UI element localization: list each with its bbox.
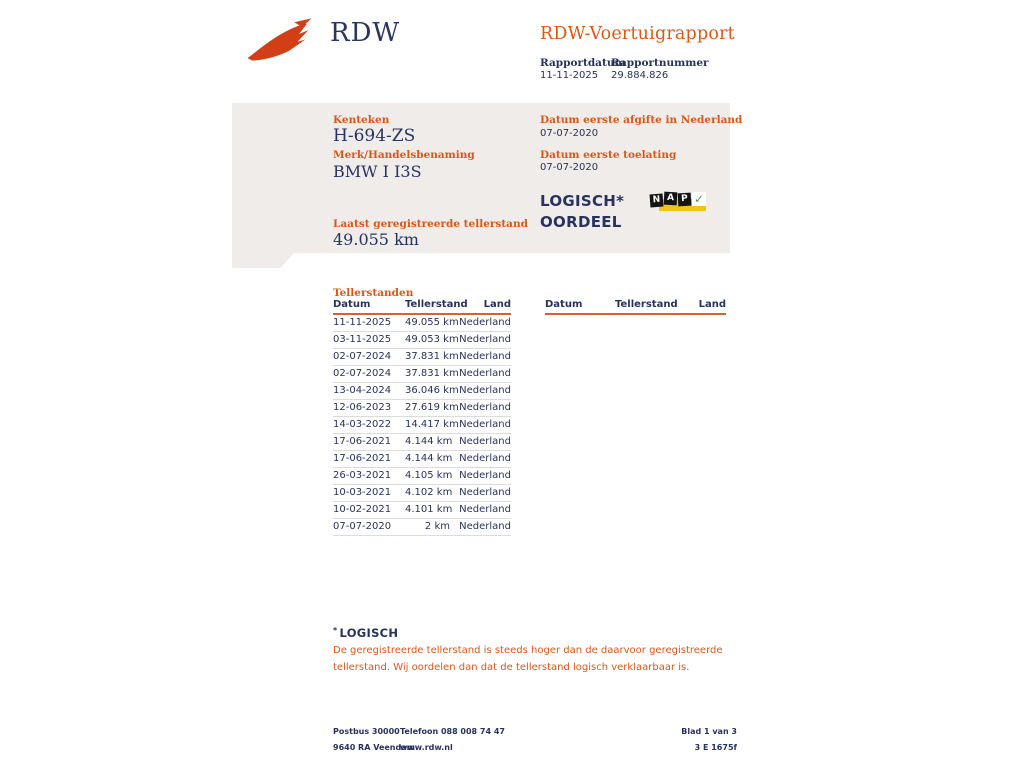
- laatste-tellerstand-value: 49.055 km: [333, 230, 419, 249]
- cell-tellerstand: 49.055 km: [405, 314, 450, 332]
- cell-land: Nederland: [450, 451, 511, 468]
- cell-land: Nederland: [450, 485, 511, 502]
- cell-datum: 10-03-2021: [333, 485, 405, 502]
- merk-handelsbenaming-value: BMW I I3S: [333, 162, 422, 181]
- table-row: [333, 519, 511, 536]
- cell-datum: 14-03-2022: [333, 417, 405, 434]
- cell-tellerstand: 4.101 km: [405, 502, 450, 519]
- column-header-tellerstand: Tellerstand: [615, 299, 667, 314]
- laatste-tellerstand-label: Laatst geregistreerde tellerstand: [333, 218, 528, 230]
- page-title: RDW-Voertuigrapport: [540, 24, 735, 44]
- cell-tellerstand: 2 km: [405, 519, 450, 536]
- oordeel-line1: LOGISCH*: [540, 192, 625, 210]
- footer-website: www.rdw.nl: [400, 743, 453, 752]
- eerste-afgifte-value: 07-07-2020: [540, 128, 599, 139]
- report-date-value: 11-11-2025: [540, 70, 599, 81]
- footnote-text: De geregistreerde tellerstand is steeds hoger dan de daarvoor geregistreerde tellerstand. Wij oordelen dan dat de tellerstand logisch verklaarbaar is.: [333, 645, 723, 673]
- table-row: [333, 485, 511, 502]
- footer-page-info: [681, 724, 737, 756]
- tellerstanden-table-second-column: [545, 299, 726, 315]
- cell-datum: 13-04-2024: [333, 383, 405, 400]
- table-header-row: [545, 299, 726, 314]
- cell-land: Nederland: [450, 519, 511, 536]
- cell-land: Nederland: [450, 383, 511, 400]
- table-row: [333, 383, 511, 400]
- footer-form-code: 3 E 1675f: [694, 743, 737, 752]
- merk-handelsbenaming-label: Merk/Handelsbenaming: [333, 149, 475, 161]
- table-row: [333, 366, 511, 383]
- footer-city: 9640 RA Veendam: [333, 743, 415, 752]
- table-row: [333, 468, 511, 485]
- table-row: [333, 400, 511, 417]
- tellerstanden-table-body: [333, 314, 511, 536]
- cell-datum: 03-11-2025: [333, 332, 405, 349]
- cell-land: Nederland: [450, 468, 511, 485]
- column-header-datum: Datum: [333, 299, 405, 314]
- report-date-label: Rapportdatum: [540, 57, 626, 69]
- cell-tellerstand: 4.144 km: [405, 434, 450, 451]
- cell-land: Nederland: [450, 366, 511, 383]
- cell-datum: 11-11-2025: [333, 314, 405, 332]
- table-row: [333, 434, 511, 451]
- table-row: [333, 502, 511, 519]
- eerste-toelating-label: Datum eerste toelating: [540, 149, 677, 161]
- footer-phone: Telefoon 088 008 74 47: [400, 727, 505, 736]
- cell-datum: 02-07-2024: [333, 366, 405, 383]
- cell-tellerstand: 49.053 km: [405, 332, 450, 349]
- footnote-title-text: LOGISCH: [339, 626, 399, 640]
- nap-letter-n: N: [650, 194, 664, 208]
- rdw-logo-swoosh-icon: [246, 17, 324, 65]
- cell-datum: 17-06-2021: [333, 451, 405, 468]
- vehicle-summary-panel: [232, 103, 743, 253]
- oordeel-line2: OORDEEL: [540, 213, 622, 231]
- cell-land: Nederland: [450, 434, 511, 451]
- cell-datum: 26-03-2021: [333, 468, 405, 485]
- nap-letter-a: A: [664, 192, 678, 206]
- cell-land: Nederland: [450, 400, 511, 417]
- cell-land: Nederland: [450, 502, 511, 519]
- cell-tellerstand: 27.619 km: [405, 400, 450, 417]
- table-row: [333, 451, 511, 468]
- cell-tellerstand: 36.046 km: [405, 383, 450, 400]
- column-header-datum: Datum: [545, 299, 615, 314]
- column-header-land: Land: [667, 299, 726, 314]
- table-row: [333, 349, 511, 366]
- eerste-afgifte-label: Datum eerste afgifte in Nederland: [540, 114, 743, 126]
- table-header-row: [333, 299, 511, 314]
- column-header-tellerstand: Tellerstand: [405, 299, 450, 314]
- cell-datum: 07-07-2020: [333, 519, 405, 536]
- footnote-asterisk: *: [333, 626, 338, 635]
- cell-land: Nederland: [450, 332, 511, 349]
- cell-tellerstand: 4.105 km: [405, 468, 450, 485]
- kenteken-label: Kenteken: [333, 114, 390, 126]
- cell-datum: 12-06-2023: [333, 400, 405, 417]
- report-number-value: 29.884.826: [611, 70, 669, 81]
- cell-tellerstand: 4.102 km: [405, 485, 450, 502]
- cell-land: Nederland: [450, 314, 511, 332]
- table-row: [333, 417, 511, 434]
- table-row: [333, 332, 511, 349]
- cell-land: Nederland: [450, 417, 511, 434]
- table-row: [333, 314, 511, 332]
- panel-corner-tab: [232, 253, 294, 268]
- cell-tellerstand: 4.144 km: [405, 451, 450, 468]
- footer-contact: [400, 724, 505, 756]
- footer-postbus: Postbus 30000: [333, 727, 400, 736]
- oordeel-verdict: [540, 191, 624, 233]
- column-header-land: Land: [450, 299, 511, 314]
- cell-tellerstand: 37.831 km: [405, 366, 450, 383]
- tellerstanden-table: [333, 299, 511, 536]
- eerste-toelating-value: 07-07-2020: [540, 162, 599, 173]
- tellerstanden-section-title: Tellerstanden: [333, 287, 414, 299]
- rdw-logo-text: RDW: [330, 18, 401, 48]
- footnote-title: [333, 626, 398, 640]
- nap-letter-p: P: [678, 193, 692, 207]
- cell-tellerstand: 37.831 km: [405, 349, 450, 366]
- report-number-label: Rapportnummer: [611, 57, 709, 69]
- cell-datum: 17-06-2021: [333, 434, 405, 451]
- kenteken-value: H-694-ZS: [333, 126, 416, 146]
- nap-checkmark-icon: ✓: [693, 192, 705, 206]
- cell-tellerstand: 14.417 km: [405, 417, 450, 434]
- cell-land: Nederland: [450, 349, 511, 366]
- cell-datum: 10-02-2021: [333, 502, 405, 519]
- nap-logo: [650, 190, 708, 214]
- cell-datum: 02-07-2024: [333, 349, 405, 366]
- footer-page-indicator: Blad 1 van 3: [681, 727, 737, 736]
